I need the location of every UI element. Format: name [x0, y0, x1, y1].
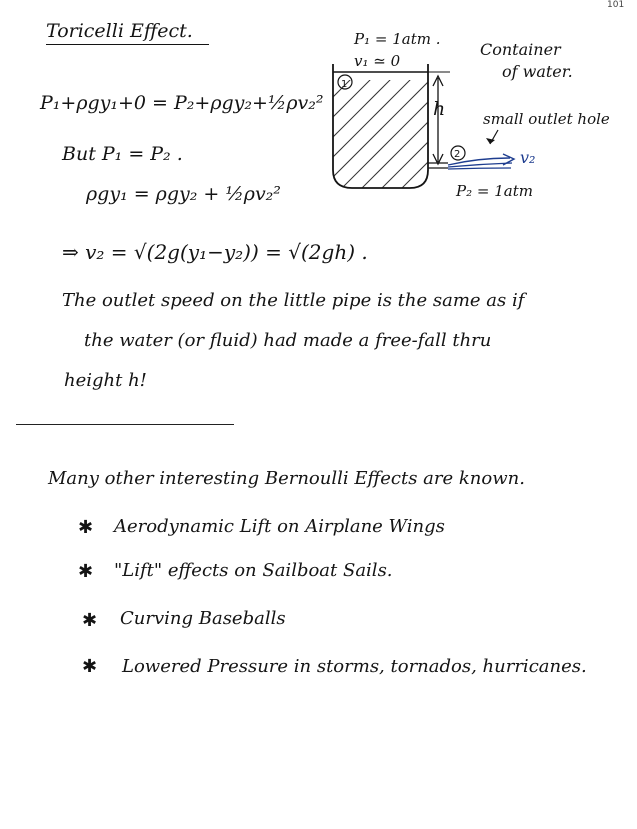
bernoulli-equation: P₁+ρgy₁+0 = P₂+ρgy₂+½ρv₂² — [40, 92, 324, 114]
list-item: "Lift" effects on Sailboat Sails. — [114, 560, 393, 581]
page-number: 101 — [607, 0, 625, 10]
pressure-1-label: P₁ = 1atm . — [354, 30, 441, 48]
pressure-equality: But P₁ = P₂ . — [62, 143, 183, 165]
pressure-2-label: P₂ = 1atm — [456, 182, 533, 200]
torricelli-result: ⇒ v₂ = √(2g(y₁−y₂)) = √(2gh) . — [62, 240, 368, 264]
asterisk-bullet-icon: ✱ — [82, 656, 98, 677]
outlet-hole-label: small outlet hole — [483, 110, 610, 128]
reduced-equation: ρgy₁ = ρgy₂ + ½ρv₂² — [86, 183, 281, 205]
list-intro: Many other interesting Bernoulli Effects are known. — [48, 468, 525, 489]
explanation-line-1: The outlet speed on the little pipe is the same as if — [62, 290, 525, 311]
asterisk-bullet-icon: ✱ — [82, 610, 98, 631]
velocity-1-label: v₁ ≃ 0 — [354, 52, 401, 70]
page-title: Toricelli Effect. — [46, 20, 193, 42]
velocity-2-label: v₂ — [520, 148, 536, 167]
list-item: Lowered Pressure in storms, tornados, hurricanes. — [122, 656, 587, 677]
explanation-line-3: height h! — [64, 370, 147, 391]
section-divider — [16, 424, 234, 425]
container-label-line-2: of water. — [502, 62, 573, 81]
asterisk-bullet-icon: ✱ — [78, 517, 94, 538]
list-item: Curving Baseballs — [120, 608, 286, 629]
height-label: h — [433, 98, 446, 120]
list-item: Aerodynamic Lift on Airplane Wings — [114, 516, 445, 537]
asterisk-bullet-icon: ✱ — [78, 561, 94, 582]
container-label-line-1: Container — [480, 40, 561, 59]
point-2-label: 2 — [454, 149, 461, 160]
water-hatching — [280, 40, 480, 240]
point-1-label: 1 — [341, 79, 348, 90]
explanation-line-2: the water (or fluid) had made a free-fall thru — [84, 330, 492, 351]
